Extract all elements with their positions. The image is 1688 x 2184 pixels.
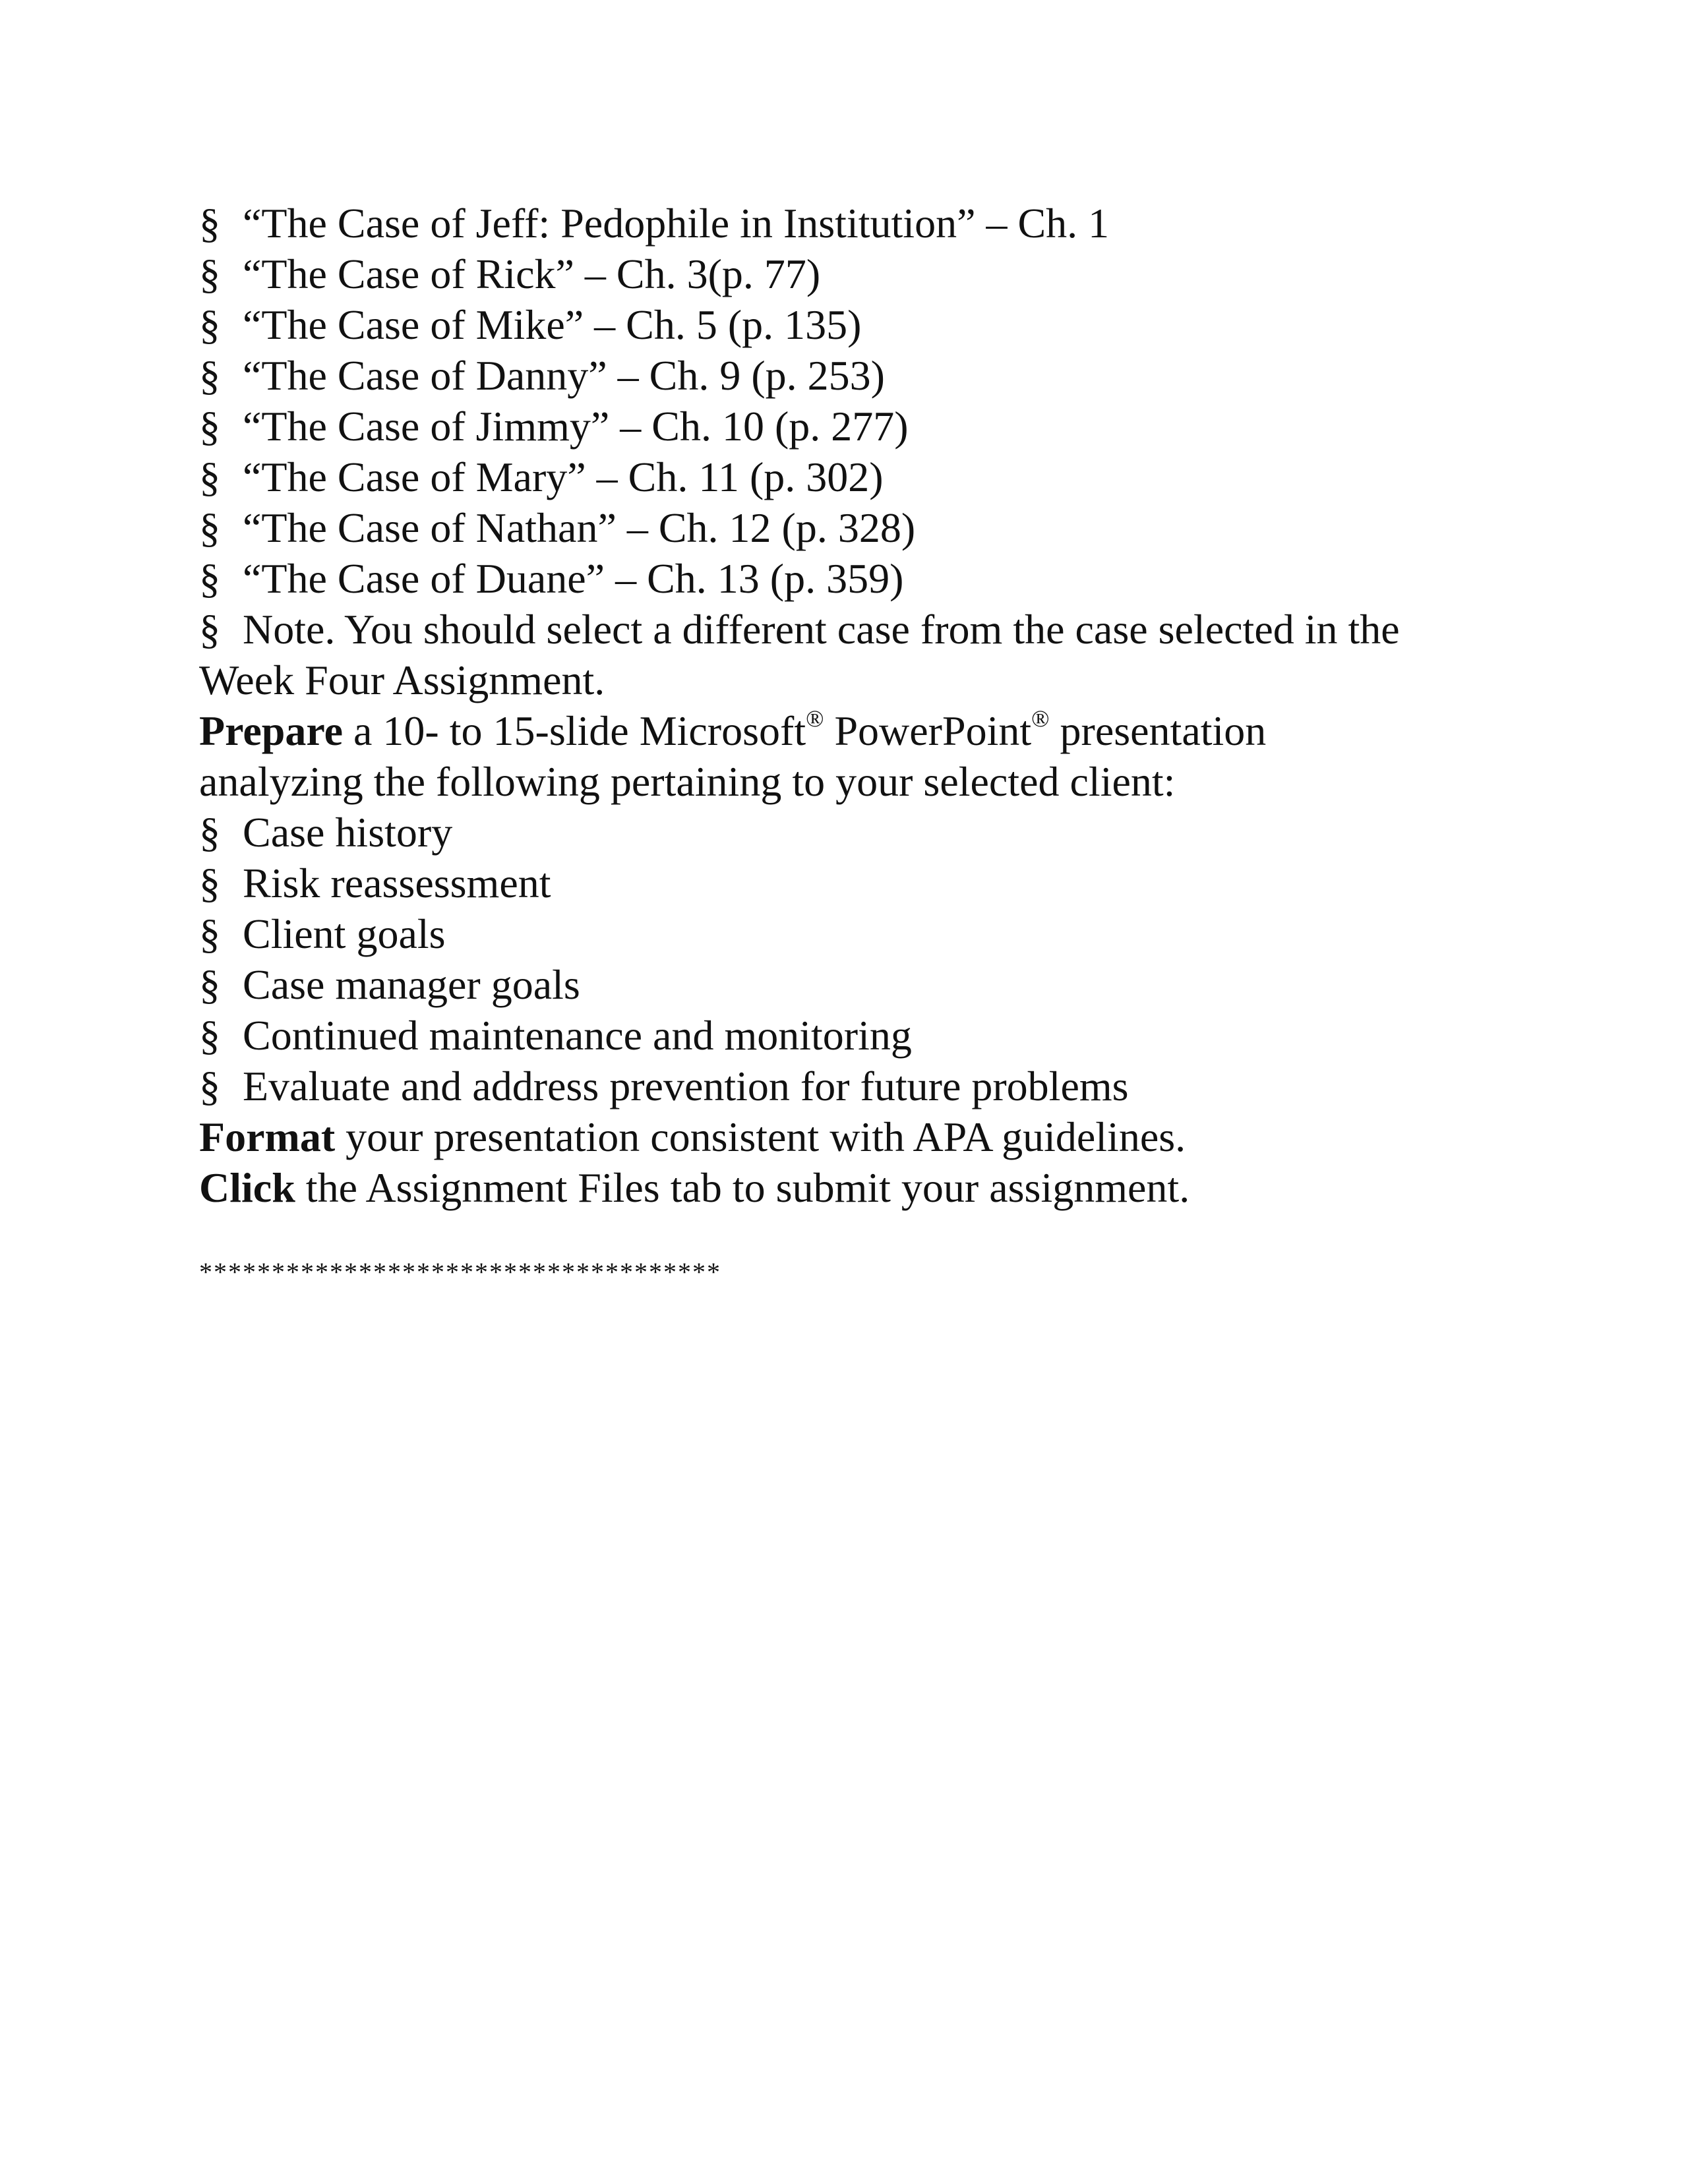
- case-list-item: [199, 502, 1518, 553]
- prepare-text-a: a 10- to 15-slide Microsoft: [343, 707, 806, 754]
- case-list-item: [199, 350, 1518, 401]
- format-bold: Format: [199, 1113, 336, 1160]
- requirement-item: [199, 908, 1518, 959]
- document-body: [199, 198, 1518, 1292]
- case-list-item: [199, 299, 1518, 350]
- case-text: “The Case of Nathan” – Ch. 12 (p. 328): [243, 504, 916, 551]
- registered-mark: ®: [806, 705, 824, 732]
- separator-line: ************************************: [199, 1257, 721, 1287]
- note-line: [199, 604, 1518, 655]
- case-text: “The Case of Mike” – Ch. 5 (p. 135): [243, 301, 862, 348]
- section-bullet-icon: §: [199, 910, 220, 957]
- section-bullet-icon: §: [199, 403, 220, 450]
- section-bullet-icon: §: [199, 301, 220, 348]
- note-text: Note. You should select a different case from the case selected in the: [243, 606, 1400, 653]
- section-bullet-icon: §: [199, 454, 220, 500]
- section-bullet-icon: §: [199, 1012, 220, 1059]
- case-text: “The Case of Rick” – Ch. 3(p. 77): [243, 251, 821, 297]
- requirement-text: Evaluate and address prevention for future problems: [243, 1063, 1129, 1109]
- requirement-text: Case manager goals: [243, 961, 580, 1008]
- case-list-item: [199, 198, 1518, 249]
- format-paragraph: [199, 1111, 1518, 1162]
- case-list-item: [199, 452, 1518, 502]
- prepare-bold: Prepare: [199, 707, 343, 754]
- case-text: “The Case of Danny” – Ch. 9 (p. 253): [243, 352, 885, 399]
- section-bullet-icon: §: [199, 251, 220, 297]
- section-bullet-icon: §: [199, 504, 220, 551]
- section-bullet-icon: §: [199, 606, 220, 653]
- registered-mark: ®: [1031, 705, 1050, 732]
- prepare-text-continued: analyzing the following pertaining to your selected client:: [199, 758, 1176, 805]
- case-list-item: [199, 401, 1518, 452]
- section-bullet-icon: §: [199, 961, 220, 1008]
- case-list-item: [199, 553, 1518, 604]
- click-text: the Assignment Files tab to submit your assignment.: [295, 1164, 1190, 1211]
- requirement-item: [199, 959, 1518, 1010]
- section-bullet-icon: §: [199, 352, 220, 399]
- prepare-text-b: PowerPoint: [824, 707, 1032, 754]
- case-text: “The Case of Duane” – Ch. 13 (p. 359): [243, 555, 904, 602]
- note-paragraph: [199, 604, 1518, 705]
- prepare-text-c: presentation: [1049, 707, 1267, 754]
- click-bold: Click: [199, 1164, 295, 1211]
- case-text: “The Case of Jeff: Pedophile in Institution” – Ch. 1: [243, 200, 1110, 247]
- requirement-item: [199, 807, 1518, 858]
- prepare-paragraph: [199, 705, 1518, 807]
- requirement-text: Client goals: [243, 910, 446, 957]
- requirement-item: [199, 1010, 1518, 1061]
- case-text: “The Case of Jimmy” – Ch. 10 (p. 277): [243, 403, 909, 450]
- case-text: “The Case of Mary” – Ch. 11 (p. 302): [243, 454, 884, 500]
- section-bullet-icon: §: [199, 555, 220, 602]
- prepare-line: [199, 705, 1518, 756]
- section-bullet-icon: §: [199, 809, 220, 856]
- requirement-text: Risk reassessment: [243, 860, 551, 906]
- format-text: your presentation consistent with APA guidelines.: [335, 1113, 1186, 1160]
- requirement-item: [199, 1061, 1518, 1111]
- requirement-text: Continued maintenance and monitoring: [243, 1012, 912, 1059]
- section-bullet-icon: §: [199, 1063, 220, 1109]
- case-list: [199, 198, 1518, 604]
- section-bullet-icon: §: [199, 860, 220, 906]
- click-paragraph: [199, 1162, 1518, 1213]
- case-list-item: [199, 249, 1518, 299]
- requirement-list: [199, 807, 1518, 1111]
- requirement-text: Case history: [243, 809, 453, 856]
- note-text-continued: Week Four Assignment.: [199, 657, 605, 703]
- section-bullet-icon: §: [199, 200, 220, 247]
- requirement-item: [199, 858, 1518, 908]
